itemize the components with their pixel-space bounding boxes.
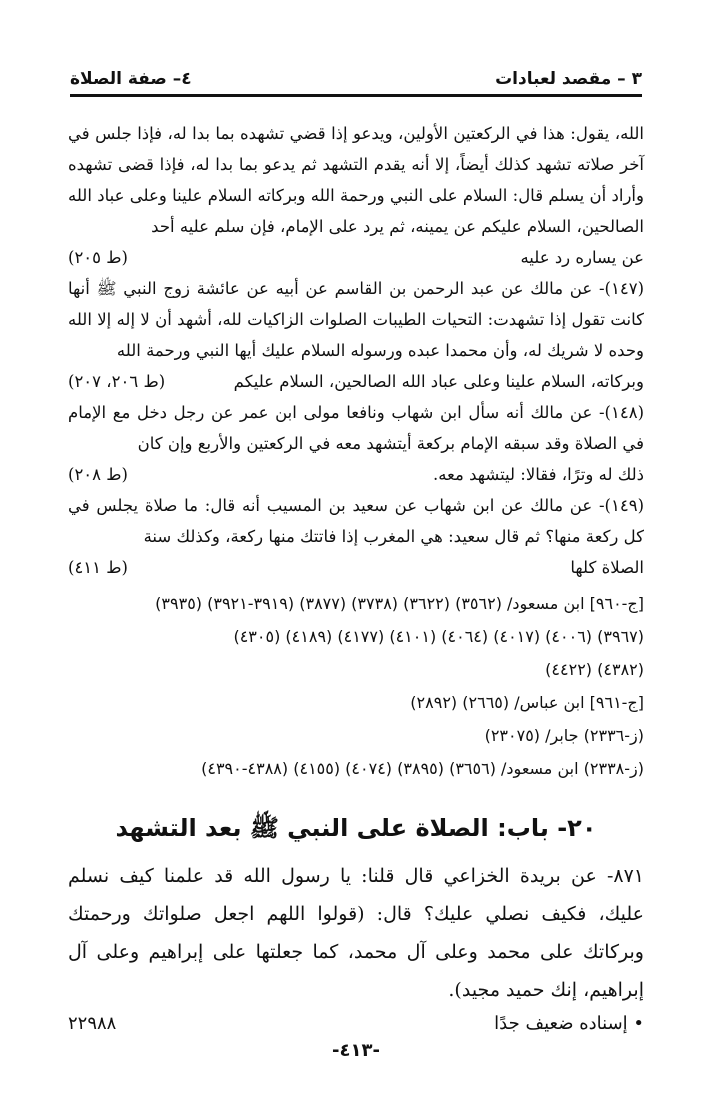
ref-line (68, 552, 644, 583)
running-header (70, 64, 642, 97)
paragraph-text: (١٤٨)- عن مالك أنه سأل ابن شهاب ونافعا مولى ابن عمر عن رجل دخل مع الإمام في الصلاة وقد سبقه الإمام بركعة أيتشهد معه في الركعتين والأربع وإن كان (68, 403, 644, 453)
ref-line (68, 366, 644, 397)
paragraph-last-line: ذلك له وترًا، فقالا: ليتشهد معه. (432, 465, 644, 484)
ref-line (68, 242, 644, 273)
header-section-title: ٣ – مقصد لعبادات (495, 69, 642, 89)
paragraph (68, 118, 644, 273)
cross-references (68, 587, 644, 785)
hadith-text: ٨٧١- عن بريدة الخزاعي قال قلنا: يا رسول الله قد علمنا كيف نسلم عليك، فكيف نصلي عليك؟ قال: (قولوا اللهم اجعل صلواتك ورحمتك وبركاتك على محمد وعلى آل محمد، كما جعلتها على إبراهيم وعلى آل إبراهيم، إنك حميد مجيد). (68, 865, 644, 1001)
isnad-grade: • إسناده ضعيف جدًا (494, 1013, 644, 1034)
source-ref: (ط ٤١١) (68, 558, 128, 577)
cross-ref-line: (٣٩٦٧) (٤٠٠٦) (٤٠١٧) (٤٠٦٤) (٤١٠١) (٤١٧٧) (٤١٨٩) (٤٣٠٥) (233, 627, 644, 646)
cross-ref-line: [ج-٩٦١] ابن عباس/ (٢٦٦٥) (٢٨٩٢) (410, 693, 644, 712)
page-number: -٤١٣- (332, 1040, 380, 1061)
grade-row (68, 1009, 644, 1039)
header-chapter-title: ٤– صفة الصلاة (70, 69, 192, 89)
paragraph (68, 397, 644, 490)
paragraph-text: الله، يقول: هذا في الركعتين الأولين، ويدعو إذا قضي تشهده بما بدا له، فإذا جلس في آخر صلاته تشهد كذلك أيضاً، إلا أنه يقدم التشهد ثم يدعو بما بدا له، فإذا قضى تشهده وأراد أن يسلم قال: السلام على النبي ورحمة الله وبركاته السلام علينا وعلى عباد الله الصالحين، السلام عليكم عن يمينه، ثم يرد على الإمام، فإن سلم عليه أحد (68, 124, 644, 236)
source-ref: (ط ٢٠٨) (68, 465, 128, 484)
paragraph (68, 490, 644, 583)
paragraph-text: (١٤٧)- عن مالك عن عبد الرحمن بن القاسم عن أبيه عن عائشة زوج النبي ﷺ أنها كانت تقول إذا تشهدت: التحيات الطيبات الصلوات الزاكيات لله، أشهد أن لا إله إلا الله وحده لا شريك له، وأن محمدا عبده ورسوله السلام عليك أيها النبي ورحمة الله (68, 279, 644, 360)
paragraph-last-line: وبركاته، السلام علينا وعلى عباد الله الصالحين، السلام عليكم (233, 372, 644, 391)
cross-ref-line: [ج-٩٦٠] ابن مسعود/ (٣٥٦٢) (٣٦٢٢) (٣٧٣٨) (٣٨٧٧) (٣٩١٩-٣٩٢١) (٣٩٣٥) (155, 594, 644, 613)
ref-line (68, 459, 644, 490)
source-ref: (ط ٢٠٥) (68, 248, 128, 267)
page-body (68, 118, 644, 1039)
paragraph-last-line: الصلاة كلها (570, 558, 644, 577)
chapter-title: ٢٠- باب: الصلاة على النبي ﷺ بعد التشهد (115, 814, 597, 842)
paragraph (68, 273, 644, 397)
hadith-number: ٢٢٩٨٨ (68, 1013, 117, 1034)
cross-ref-line: (٤٣٨٢) (٤٤٢٢) (545, 660, 644, 679)
paragraph-text: (١٤٩)- عن مالك عن ابن شهاب عن سعيد بن المسيب أنه قال: ما صلاة يجلس في كل ركعة منها؟ ثم قال سعيد: هي المغرب إذا فاتتك منها ركعة، وكذلك سنة (68, 496, 644, 546)
paragraph-last-line: عن يساره رد عليه (520, 248, 644, 267)
cross-ref-line: (ز-٢٣٣٦) جابر/ (٢٣٠٧٥) (484, 726, 644, 745)
cross-ref-line: (ز-٢٣٣٨) ابن مسعود/ (٣٦٥٦) (٣٨٩٥) (٤٠٧٤) (٤١٥٥) (٤٣٨٨-٤٣٩٠) (201, 759, 644, 778)
source-ref: (ط ٢٠٦، ٢٠٧) (68, 372, 166, 391)
